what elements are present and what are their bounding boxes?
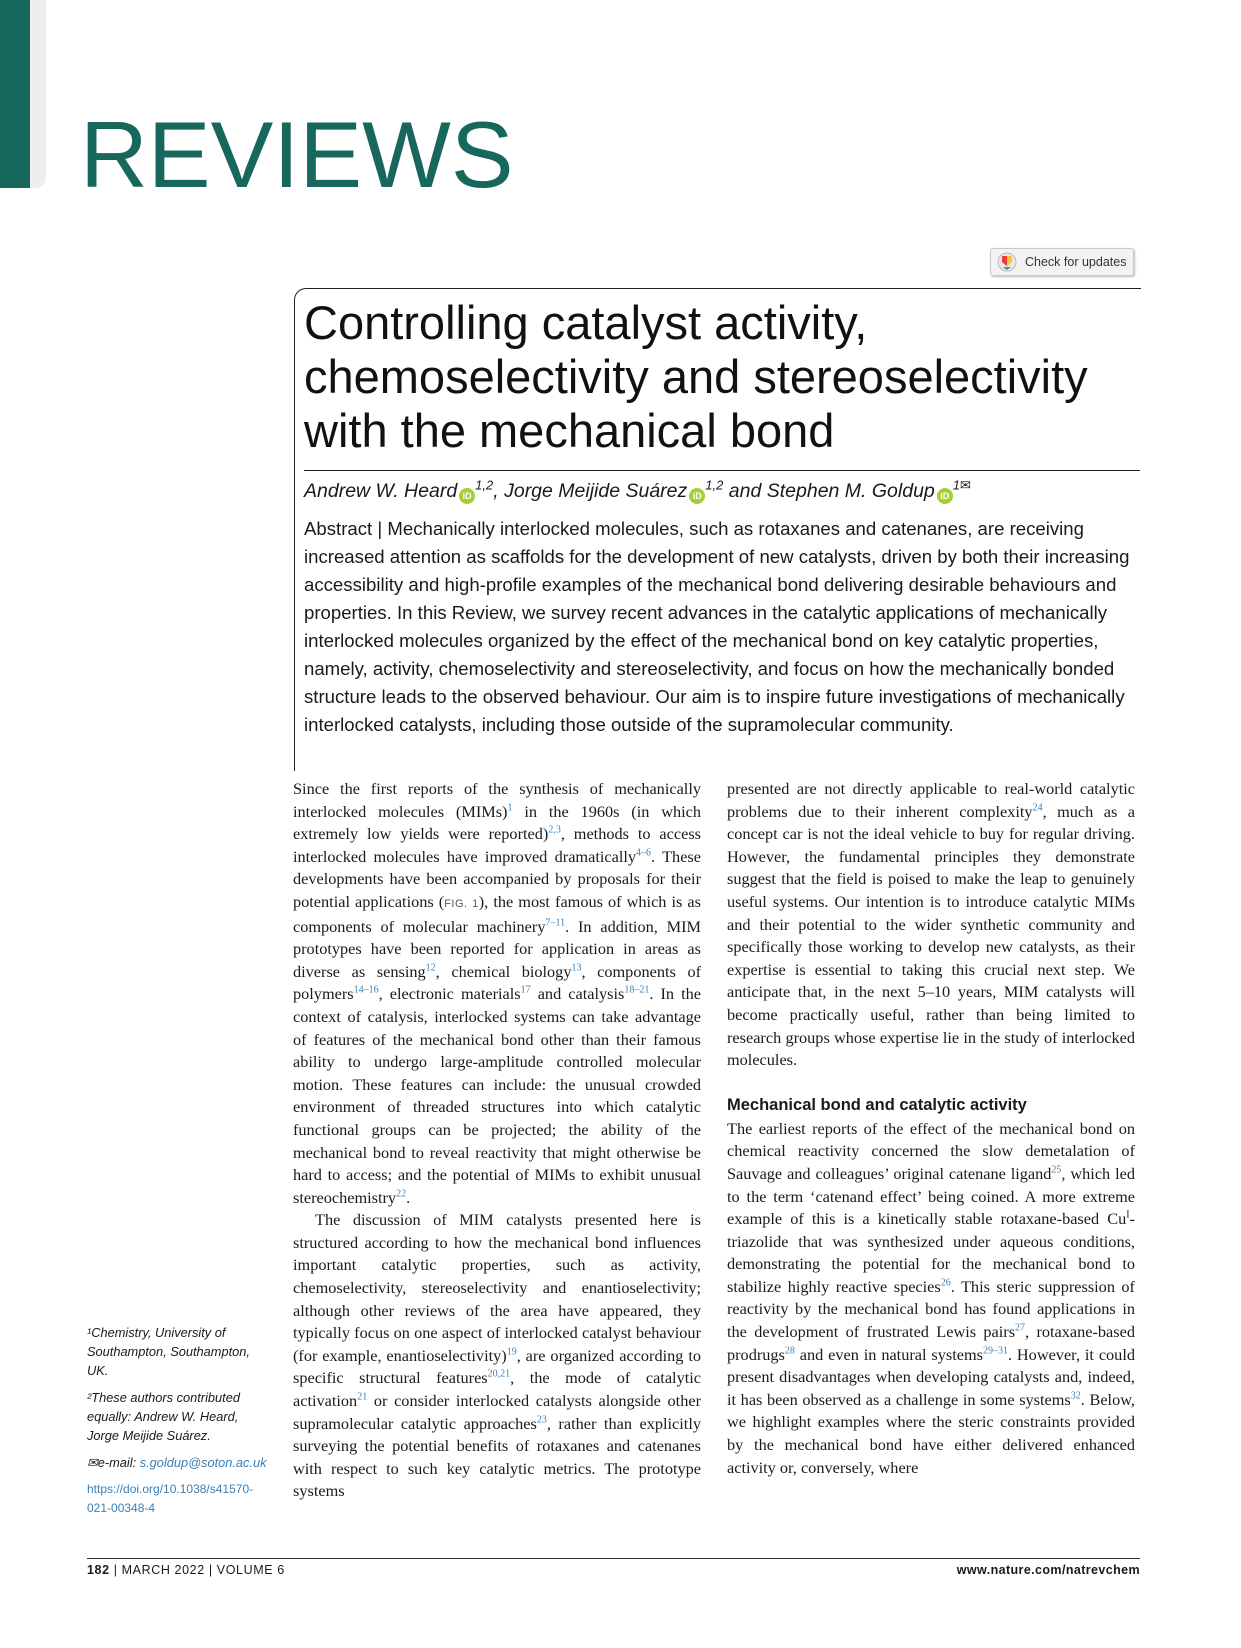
- citation-link[interactable]: 21: [357, 1391, 368, 1403]
- correspondence: [87, 1453, 267, 1472]
- text-run: , are organized according to specific structural features: [293, 1345, 701, 1388]
- text-run: , electronic materials: [378, 984, 521, 1004]
- citation-link[interactable]: 19: [506, 1346, 517, 1358]
- author-goldup[interactable]: [766, 477, 971, 502]
- section-color-bar: [0, 0, 30, 188]
- footer-left: 182 | MARCH 2022 | VOLUME 6: [87, 1563, 285, 1577]
- text-run: The earliest reports of the effect of the mechanical bond on chemical reactivity concerned the slow demetalation of Sauvage and colleagues’ original catenane ligand: [727, 1118, 1135, 1183]
- doi-link[interactable]: https://doi.org/10.1038/s41570-021-00348-4: [87, 1482, 254, 1515]
- citation-link[interactable]: 29–31: [982, 1345, 1008, 1357]
- citation-link[interactable]: 14–16: [353, 984, 379, 996]
- text-run: . These developments have been accompanied by proposals for their potential applications (: [293, 846, 701, 911]
- author-separator: and: [723, 480, 767, 502]
- body-paragraph: [293, 778, 701, 1209]
- check-for-updates-button[interactable]: [990, 248, 1134, 276]
- text-run: , methods to access interlocked molecules have improved dramatically: [293, 824, 701, 866]
- check-for-updates-label: Check for updates: [1025, 255, 1127, 269]
- citation-link[interactable]: 27: [1015, 1322, 1026, 1334]
- orcid-icon[interactable]: iD: [689, 488, 705, 504]
- citation-link[interactable]: 24: [1032, 802, 1043, 814]
- text-run: . In the context of catalysis, interlocked systems can take advantage of features of the mechanical bond other than their famous ability to undergo large-amplitude controlled molecular motion. These features can include: the unusual crowded environment of threaded structures into which catalytic functional groups can be projected; the ability of the mechanical bond to reveal reactivity that might otherwise be hard to access; and the potential of MIMs to exhibit unusual stereochemistry: [293, 984, 701, 1207]
- orcid-icon[interactable]: iD: [459, 488, 475, 504]
- mail-icon[interactable]: ✉: [960, 477, 971, 493]
- orcid-icon[interactable]: iD: [937, 488, 953, 504]
- citation-link[interactable]: 1: [507, 802, 513, 814]
- affiliation-2: ²These authors contributed equally: Andrew W. Heard, Jorge Meijide Suárez.: [87, 1390, 240, 1443]
- author-name: Andrew W. Heard: [304, 480, 458, 502]
- crossmark-icon: [997, 252, 1017, 272]
- citation-link[interactable]: 12: [425, 962, 436, 974]
- body-paragraph: [727, 778, 1135, 1072]
- text-run: Since the first reports of the synthesis of mechanically interlocked molecules (MIMs): [293, 779, 701, 821]
- citation-link[interactable]: 28: [784, 1345, 795, 1357]
- citation-link[interactable]: 26: [940, 1277, 951, 1289]
- section-heading: Mechanical bond and catalytic activity: [727, 1095, 1027, 1114]
- abstract: Abstract | Mechanically interlocked molecules, such as rotaxanes and catenanes, are receiving increased attention as scaffolds for the development of new catalysts, driven by both their increasing accessibility and high-profile examples of the mechanical bond delivering desirable behaviours and properties. In this Review, we survey recent advances in the catalytic applications of mechanically interlocked molecules organized by the effect of the mechanical bond on key catalytic properties, namely, activity, chemoselectivity and stereoselectivity, and focus on how the mechanically bonded structure leads to the observed behaviour. Our aim is to inspire future investigations of mechanically interlocked catalysts, including those outside of the supramolecular community.: [304, 518, 1130, 735]
- text-run: . In addition, MIM prototypes have been reported for application in areas as diverse as sensing: [293, 916, 701, 981]
- page-number: 182: [87, 1563, 110, 1577]
- body-column-right: [727, 778, 1135, 1479]
- author-affiliation: 1,2: [475, 477, 494, 493]
- author-heard[interactable]: [304, 477, 494, 502]
- citation-link[interactable]: 13: [571, 962, 582, 974]
- text-run: , much as a concept car is not the ideal vehicle to buy for regular driving. However, the fundamental principles they demonstrate suggest that the field is poised to make the leap to genuinely useful systems. Our intention is to introduce catalytic MIMs and their potential to the wider synthetic community and specifically those working to develop new catalysts, as their expertise is essential to taking this crucial next step. We anticipate that, in the next 5–10 years, MIM catalysts will become practically useful, rather than being limited to research groups whose expertise lie in the study of interlocked molecules.: [727, 801, 1136, 1070]
- author-affiliation: 1,2: [705, 477, 724, 493]
- text-run: , which led to the term ‘catenand effect’ being coined. A more extreme example of this is a kinetically stable rotaxane-based Cu: [727, 1163, 1135, 1229]
- body-column-left: [293, 778, 701, 1503]
- citation-link[interactable]: 25: [1051, 1164, 1062, 1176]
- text-run: .: [406, 1187, 411, 1207]
- text-run: presented are not directly applicable to real-world catalytic problems due to their inherent complexity: [727, 779, 1135, 821]
- citation-link[interactable]: 32: [1070, 1390, 1081, 1402]
- issue-info: MARCH 2022 | VOLUME 6: [121, 1563, 285, 1577]
- footer-divider: [87, 1558, 1140, 1559]
- author-name: Jorge Meijide Suárez: [504, 480, 688, 502]
- article-title: Controlling catalyst activity, chemoselectivity and stereoselectivity with the mechanical bond: [304, 296, 1088, 457]
- email-link[interactable]: s.goldup@soton.ac.uk: [139, 1455, 267, 1470]
- citation-link[interactable]: 23: [536, 1414, 547, 1426]
- section-bar-shadow: [30, 0, 46, 188]
- text-run: , chemical biology: [435, 961, 572, 981]
- text-run: in the 1960s (in which extremely low yields were reported): [293, 801, 702, 844]
- abstract-label: Abstract: [304, 518, 373, 539]
- citation-link[interactable]: 17: [520, 984, 531, 996]
- text-run: -triazolide that was synthesized under aqueous conditions, demonstrating the potential for the mechanical bond to stabilize highly reactive species: [727, 1209, 1135, 1296]
- email-prefix: ✉e-mail:: [87, 1455, 140, 1470]
- text-run: ), the most famous of which is as components of molecular machinery: [293, 891, 701, 936]
- citation-link[interactable]: 20,21: [487, 1369, 511, 1381]
- affiliation-1: ¹Chemistry, University of Southampton, Southampton, UK.: [87, 1325, 250, 1378]
- text-run: , the mode of catalytic activation: [293, 1368, 701, 1411]
- figure-link[interactable]: FIG. 1: [444, 897, 479, 910]
- section-label: REVIEWS: [80, 102, 514, 207]
- text-run: , rather than explicitly surveying the potential benefits of rotaxanes and catenanes with respect to such key catalytic metrics. The prototype systems: [293, 1413, 701, 1501]
- body-paragraph: [293, 1209, 701, 1503]
- abstract-text: Mechanically interlocked molecules, such as rotaxanes and catenanes, are receiving increased attention as scaffolds for the development of new catalysts, driven by both their increasing accessibility and high-profile examples of the mechanical bond delivering desirable behaviours and properties. In this Review, we survey recent advances in the catalytic applications of mechanically interlocked molecules organized by the effect of the mechanical bond on key catalytic properties, namely, activity, chemoselectivity and stereoselectivity, and focus on how the mechanically bonded structure leads to the observed behaviour. Our aim is to inspire future investigations of mechanically interlocked catalysts, including those outside of the supramolecular community.: [304, 518, 1130, 735]
- author-separator: ,: [493, 480, 505, 502]
- text-run: . This steric suppression of reactivity by the mechanical bond has found applications in the development of frustrated Lewis pairs: [727, 1276, 1135, 1342]
- title-divider: [304, 470, 1140, 471]
- oxidation-state: I: [1126, 1209, 1130, 1221]
- author-affiliation: 1: [952, 477, 960, 493]
- body-paragraph: [727, 1118, 1135, 1480]
- author-name: Stephen M. Goldup: [766, 480, 935, 502]
- margin-notes: [87, 1323, 267, 1526]
- journal-url[interactable]: www.nature.com/natrevchem: [956, 1563, 1140, 1577]
- citation-link[interactable]: 2,3: [548, 824, 561, 836]
- text-run: and even in natural systems: [794, 1344, 983, 1364]
- text-run: . However, it could present disadvantages when developing catalysts and, indeed, it has been observed as a challenge in some systems: [727, 1344, 1135, 1409]
- author-suarez[interactable]: [504, 477, 724, 502]
- text-run: , components of polymers: [293, 961, 702, 1004]
- author-list: [304, 477, 1140, 504]
- citation-link[interactable]: 7–11: [545, 917, 566, 929]
- text-run: or consider interlocked catalysts alongside other supramolecular catalytic approaches: [293, 1391, 701, 1433]
- text-run: , rotaxane-based prodrugs: [727, 1322, 1135, 1364]
- citation-link[interactable]: 18–21: [624, 984, 650, 996]
- citation-link[interactable]: 22: [396, 1188, 407, 1200]
- text-run: . Below, we highlight examples where the steric constraints provided by the mechanical bond have either delivered enhanced activity or, conversely, where: [727, 1389, 1135, 1477]
- text-run: and catalysis: [530, 984, 625, 1004]
- citation-link[interactable]: 4–6: [636, 847, 652, 859]
- text-run: The discussion of MIM catalysts presented here is structured according to how the mechanical bond influences important catalytic properties, such as activity, chemoselectivity, stereoselectivity and enantioselectivity; although other reviews of the area have appeared, they typically focus on one aspect of interlocked catalyst behaviour (for example, enantioselectivity): [293, 1210, 701, 1365]
